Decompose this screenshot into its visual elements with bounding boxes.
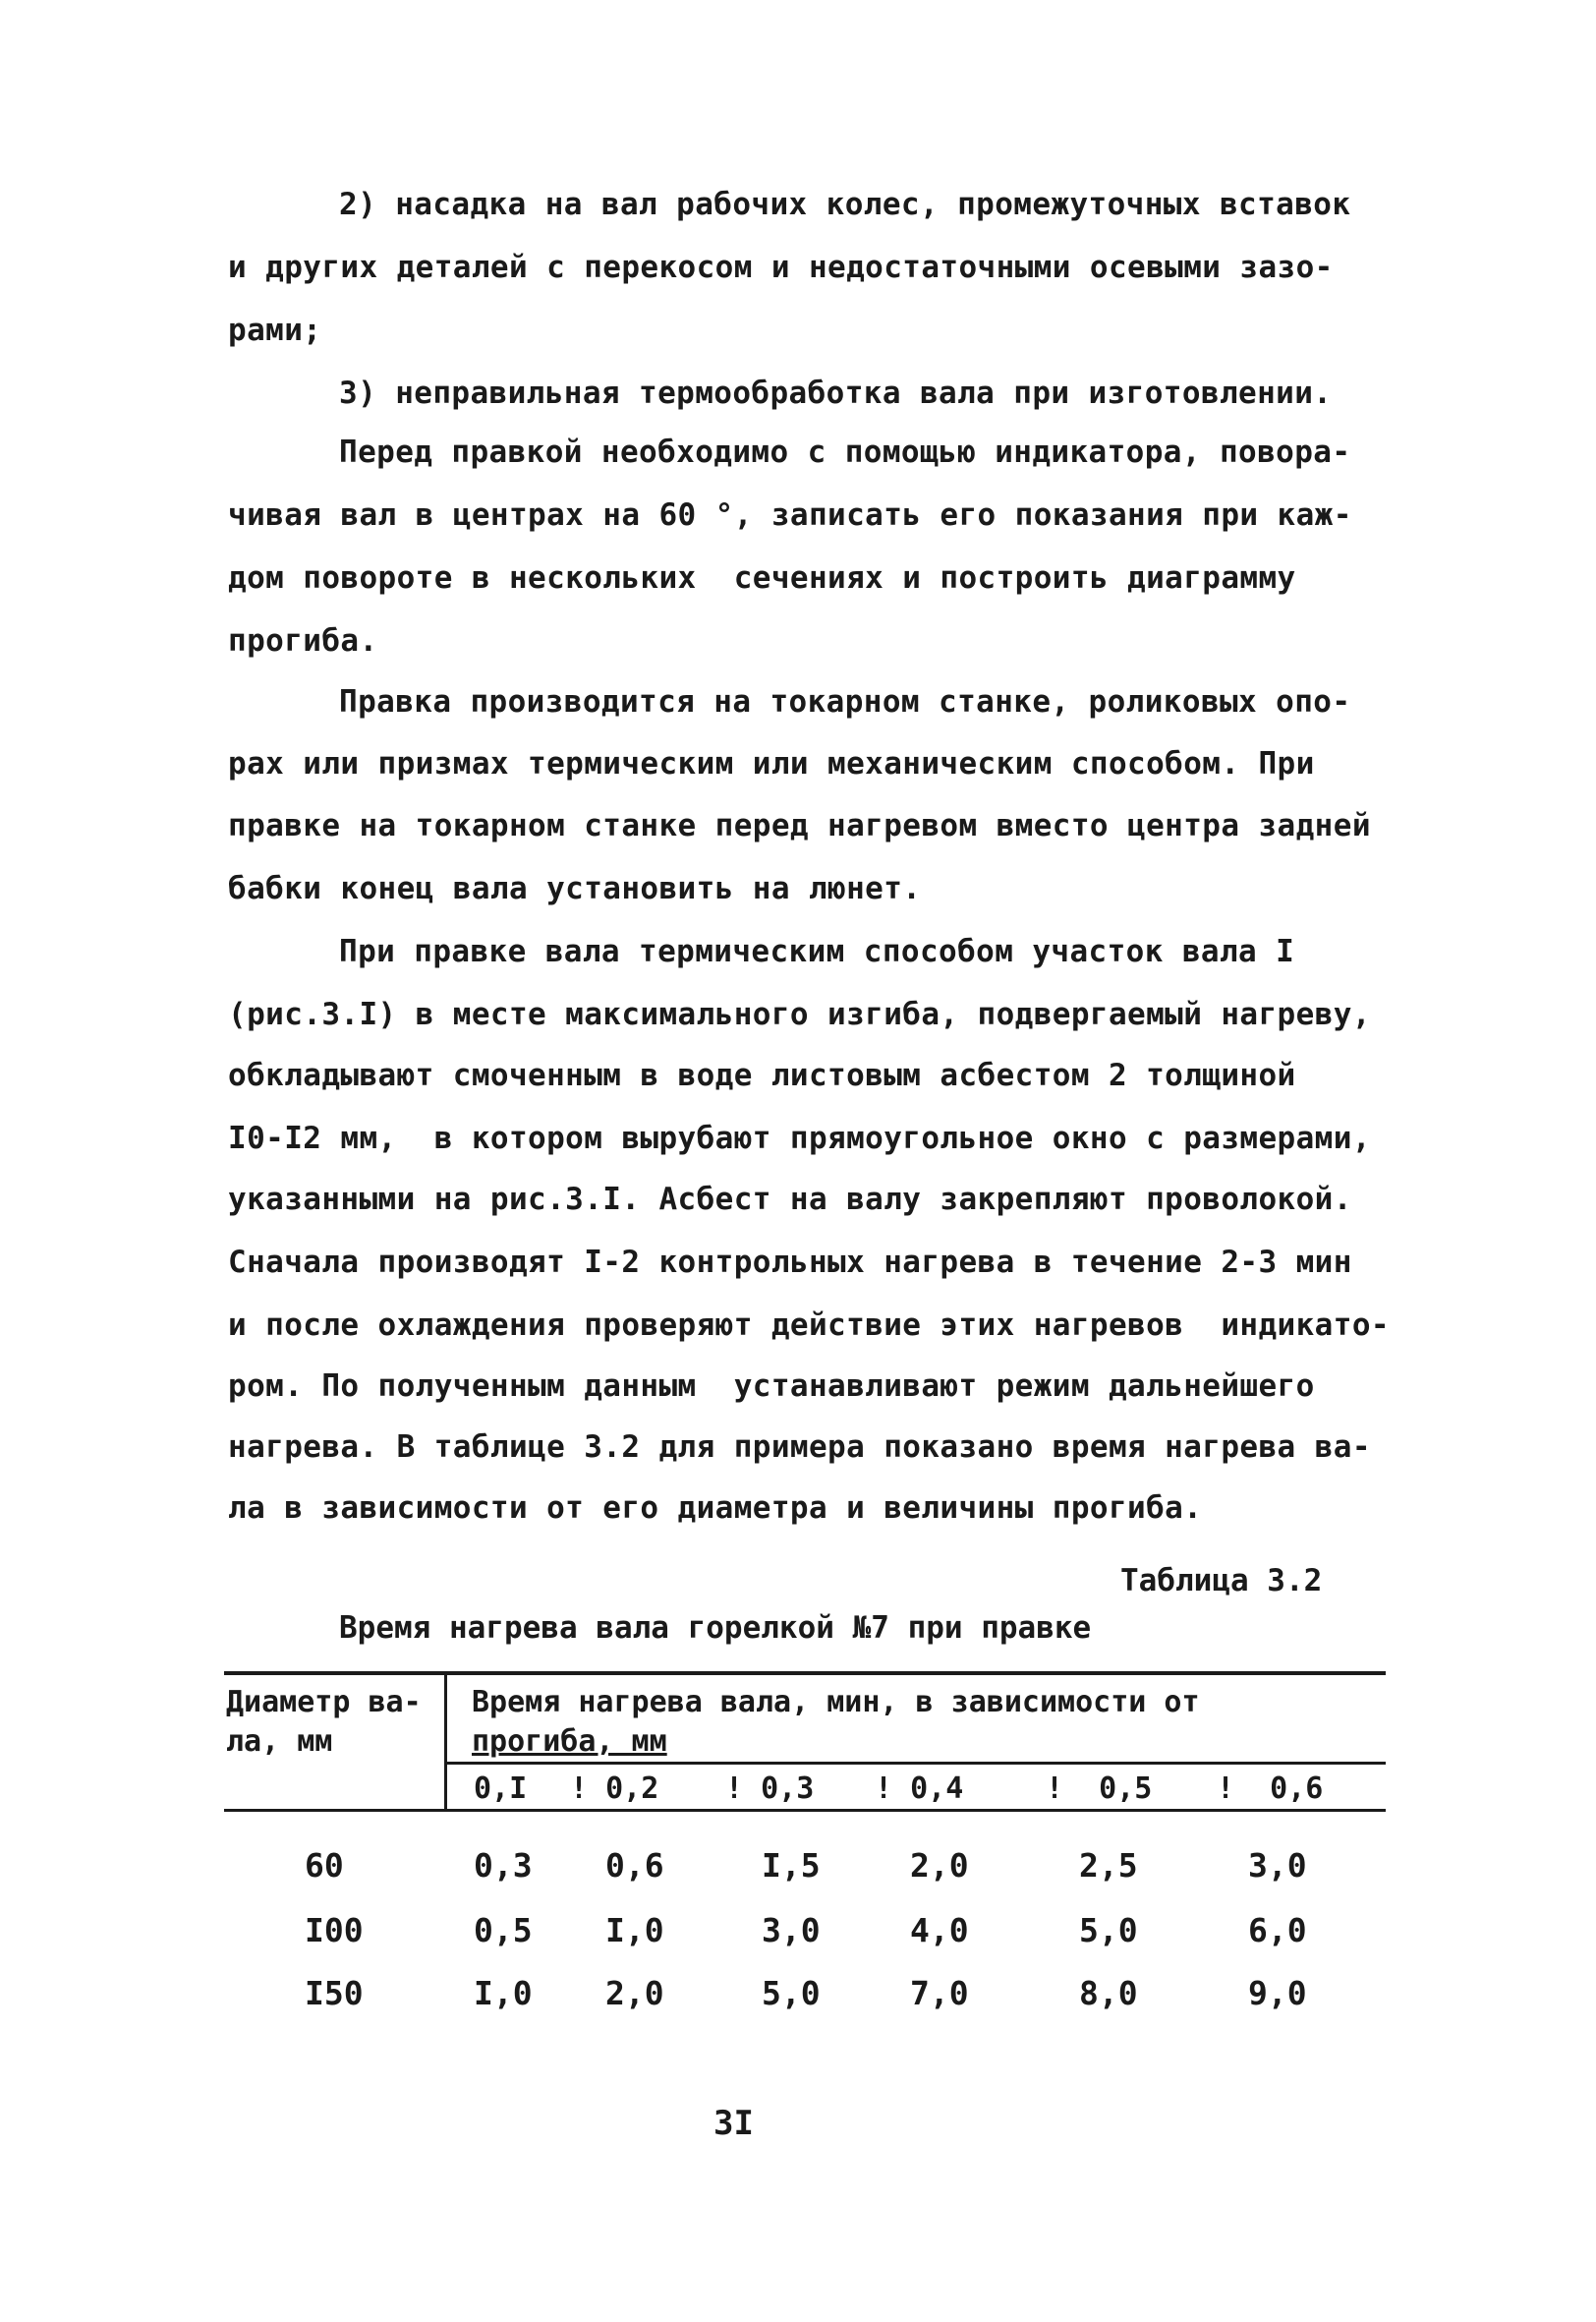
table-cell: 6,0 xyxy=(1248,1911,1307,1949)
table-cell: 4,0 xyxy=(910,1911,969,1949)
table-cell: 5,0 xyxy=(762,1974,821,2012)
text-line: 3) неправильная термообработка вала при изготовлении. xyxy=(339,376,1333,411)
text-line: нагрева. В таблице 3.2 для примера показано время нагрева ва- xyxy=(228,1429,1371,1465)
table-cell: 3,0 xyxy=(762,1911,821,1949)
text-line: (рис.3.I) в месте максимального изгиба, подвергаемый нагреву, xyxy=(228,997,1371,1032)
table-cell: 9,0 xyxy=(1248,1974,1307,2012)
table-cell: I,0 xyxy=(605,1911,664,1949)
table-cell: I,0 xyxy=(474,1974,533,2012)
table-cell: 0,5 xyxy=(474,1911,533,1949)
sub-header: ! 0,5 xyxy=(1046,1771,1153,1806)
text-line: указанными на рис.3.I. Асбест на валу закрепляют проволокой. xyxy=(228,1182,1352,1217)
text-line: дом повороте в нескольких сечениях и построить диаграмму xyxy=(228,560,1296,596)
table-cell: 2,0 xyxy=(605,1974,664,2012)
sub-header: ! 0,2 xyxy=(570,1771,659,1806)
col-diameter-header: Диаметр ва- xyxy=(226,1685,422,1719)
text-line: обкладывают смоченным в воде листовым асбестом 2 толщиной xyxy=(228,1058,1296,1093)
text-line: Перед правкой необходимо с помощью индикатора, повора- xyxy=(339,435,1351,470)
text-line: рами; xyxy=(228,313,322,348)
text-line: правке на токарном станке перед нагревом вместо центра задней xyxy=(228,808,1371,843)
table-cell: 8,0 xyxy=(1079,1974,1138,2012)
table-header-bottom-rule xyxy=(224,1809,1386,1812)
cell-diameter: I00 xyxy=(305,1911,364,1949)
table-top-rule xyxy=(224,1671,1386,1675)
text-line: рах или призмах термическим или механическим способом. При xyxy=(228,746,1315,782)
text-line: прогиба. xyxy=(228,623,378,659)
text-line: Правка производится на токарном станке, роликовых опо- xyxy=(339,684,1351,720)
text-line: и других деталей с перекосом и недостаточными осевыми зазо- xyxy=(228,250,1334,285)
table-cell: 0,6 xyxy=(605,1846,664,1885)
text-line: чивая вал в центрах на 60 °, записать его показания при каж- xyxy=(228,497,1352,533)
table-subheader-rule xyxy=(444,1762,1386,1765)
table-cell: 2,0 xyxy=(910,1846,969,1885)
table-cell: 7,0 xyxy=(910,1974,969,2012)
text-line: 2) насадка на вал рабочих колес, промежуточных вставок xyxy=(339,187,1351,222)
text-line: ла в зависимости от его диаметра и величины прогиба. xyxy=(228,1490,1203,1526)
table-label: Таблица 3.2 xyxy=(1120,1563,1323,1598)
cell-diameter: I50 xyxy=(305,1974,364,2012)
sub-header: 0,I xyxy=(474,1771,528,1806)
text-line: ром. По полученным данным устанавливают режим дальнейшего xyxy=(228,1368,1315,1404)
table-vertical-rule xyxy=(444,1675,447,1811)
table-cell: I,5 xyxy=(762,1846,821,1885)
text-line: и после охлаждения проверяют действие этих нагревов индикато- xyxy=(228,1307,1390,1343)
text-line: I0-I2 мм, в котором вырубают прямоугольное окно с размерами, xyxy=(228,1121,1371,1156)
table-title: Время нагрева вала горелкой №7 при правке xyxy=(339,1610,1092,1646)
sub-header: ! 0,6 xyxy=(1217,1771,1324,1806)
table-cell: 2,5 xyxy=(1079,1846,1138,1885)
text-line: Сначала производят I-2 контрольных нагрева в течение 2-3 мин xyxy=(228,1245,1352,1280)
text-line: бабки конец вала установить на люнет. xyxy=(228,871,922,906)
table-cell: 3,0 xyxy=(1248,1846,1307,1885)
table-cell: 5,0 xyxy=(1079,1911,1138,1949)
cell-diameter: 60 xyxy=(305,1846,344,1885)
group-header: Время нагрева вала, мин, в зависимости от xyxy=(472,1685,1200,1719)
sub-header: ! 0,4 xyxy=(875,1771,964,1806)
text-line: При правке вала термическим способом участок вала I xyxy=(339,934,1295,969)
group-header: прогиба, мм xyxy=(472,1724,667,1759)
page-number: 3I xyxy=(713,2104,754,2143)
table-cell: 0,3 xyxy=(474,1846,533,1885)
sub-header: ! 0,3 xyxy=(725,1771,815,1806)
col-diameter-header: ла, мм xyxy=(226,1724,333,1759)
